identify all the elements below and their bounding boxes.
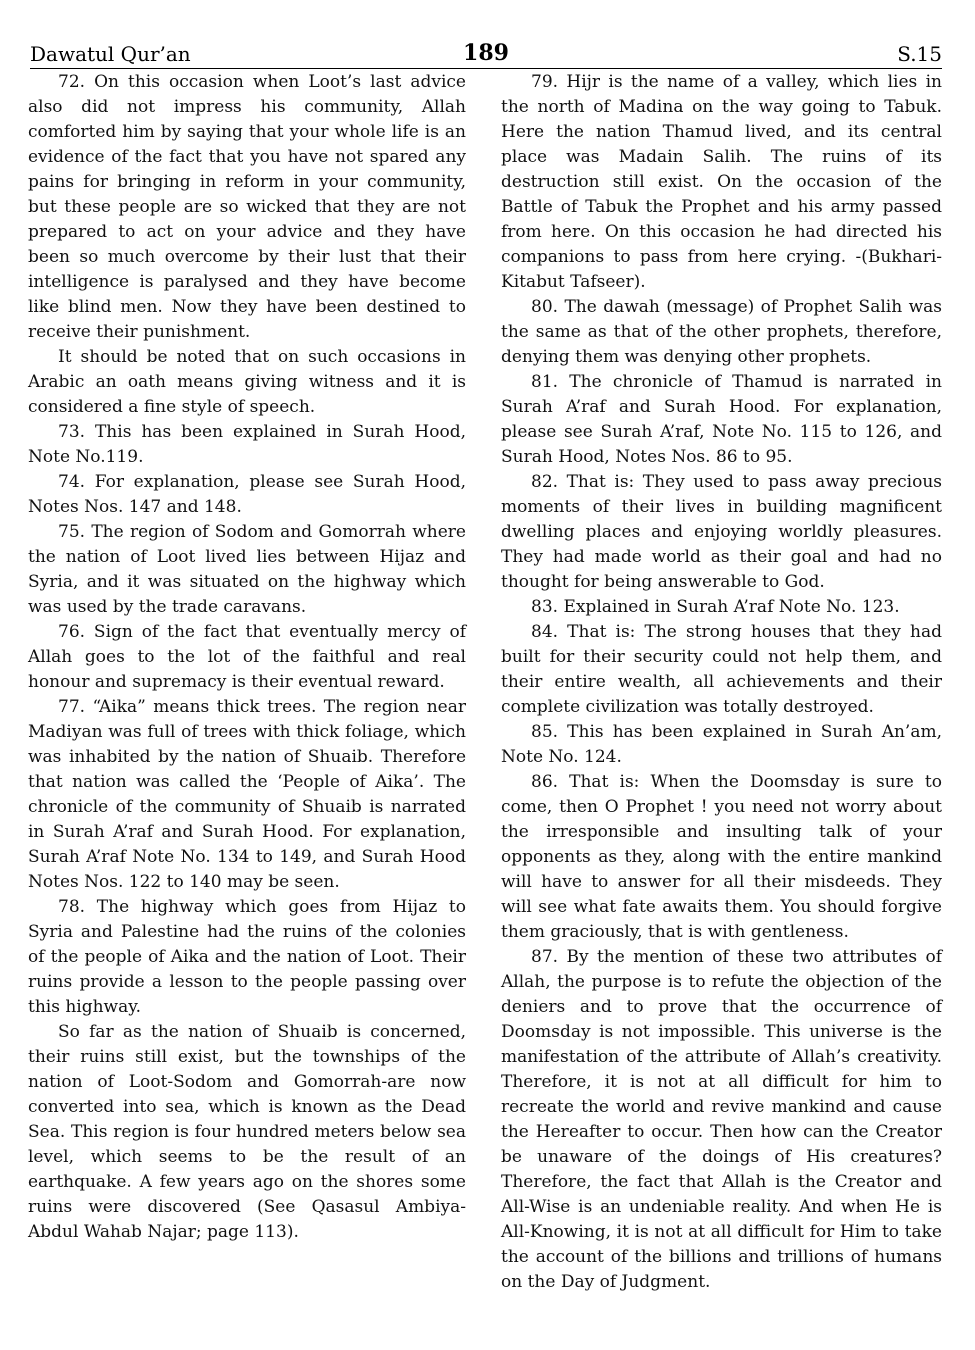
note-paragraph: 75. The region of Sodom and Gomorrah where the nation of Loot lived lies between Hijaz and Syria, and it was situated on the highway which was used by the trade caravans. [28,522,466,617]
book-title: Dawatul Qur’an [30,42,191,66]
note-paragraph: 76. Sign of the fact that eventually mercy of Allah goes to the lot of the faithful and real honour and supremacy is their eventual reward. [28,622,466,692]
left-column [28,70,466,1245]
note-paragraph: 84. That is: The strong houses that they had built for their security could not help them, and their entire wealth, all achievements and their complete civilization was totally destroyed. [501,622,942,717]
note-paragraph: 85. This has been explained in Surah An’am, Note No. 124. [501,722,942,767]
note-paragraph: 74. For explanation, please see Surah Hood, Notes Nos. 147 and 148. [28,472,466,517]
surah-label: S.15 [897,42,942,66]
note-paragraph: So far as the nation of Shuaib is concerned, their ruins still exist, but the townships of the nation of Loot-Sodom and Gomorrah-are now converted into sea, which is known as the Dead Sea. This region is four hundred meters below sea level, which seems to be the result of an earthquake. A few years ago on the shores some ruins were discovered (See Qasasul Ambiya- Abdul Wahab Najar; page 113). [28,1022,466,1242]
note-paragraph: 86. That is: When the Doomsday is sure to come, then O Prophet ! you need not worry about the irresponsible and insulting talk of your opponents as they, along with the entire mankind will have to answer for all their misdeeds. They will see what fate awaits them. You should forgive them graciously, that is with gentleness. [501,772,942,942]
page-header [30,38,942,69]
note-paragraph: 72. On this occasion when Loot’s last advice also did not impress his community, Allah comforted him by saying that your whole life is an evidence of the fact that you have not spared any pains for bringing in reform in your community, but these people are so wicked that they are not prepared to act on your advice and they have been so much overcome by their lust that their intelligence is paralysed and they have become like blind men. Now they have been destined to receive their punishment. [28,72,466,342]
note-paragraph: It should be noted that on such occasions in Arabic an oath means giving witness and it is considered a fine style of speech. [28,347,466,417]
note-paragraph: 79. Hijr is the name of a valley, which lies in the north of Madina on the way going to Tabuk. Here the nation Thamud lived, and its central place was Madain Salih. The ruins of its destruction still exist. On the occasion of the Battle of Tabuk the Prophet and his army passed from here. On this occasion he had directed his companions to pass from here crying. -(Bukhari-Kitabut Tafseer). [501,72,942,292]
note-paragraph: 87. By the mention of these two attributes of Allah, the purpose is to refute the objection of the deniers and to prove that the occurrence of Doomsday is not impossible. This universe is the manifestation of the attribute of Allah’s creativity. Therefore, it is not at all difficult for him to recreate the world and revive mankind and cause the Hereafter to occur. Then how can the Creator be unaware of the doings of His creatures? Therefore, the fact that Allah is the Creator and All-Wise is an undeniable reality. And when He is All-Knowing, it is not at all difficult for Him to take the account of the billions and trillions of humans on the Day of Judgment. [501,947,942,1292]
note-paragraph: 83. Explained in Surah A’raf Note No. 123. [531,597,900,617]
note-paragraph: 80. The dawah (message) of Prophet Salih was the same as that of the other prophets, therefore, denying them was denying other prophets. [501,297,942,367]
note-paragraph: 73. This has been explained in Surah Hood, Note No.119. [28,422,466,467]
right-column [501,70,942,1295]
note-paragraph: 77. “Aika” means thick trees. The region near Madiyan was full of trees with thick foliage, which was inhabited by the nation of Shuaib. Therefore that nation was called the ‘People of Aika’. The chronicle of the community of Shuaib is narrated in Surah A’raf and Surah Hood. For explanation, Surah A’raf Note No. 134 to 149, and Surah Hood Notes Nos. 122 to 140 may be seen. [28,697,466,892]
note-paragraph: 82. That is: They used to pass away precious moments of their lives in building magnificent dwelling places and enjoying worldly pleasures. They had made world as their goal and had no thought for being answerable to God. [501,472,942,592]
note-paragraph: 78. The highway which goes from Hijaz to Syria and Palestine had the ruins of the colonies of the people of Aika and the nation of Loot. Their ruins provide a lesson to the people passing over this highway. [28,897,466,1017]
note-paragraph: 81. The chronicle of Thamud is narrated in Surah A’raf and Surah Hood. For explanation, please see Surah A’raf, Note No. 115 to 126, and Surah Hood, Notes Nos. 86 to 95. [501,372,942,467]
page-number: 189 [463,40,509,66]
